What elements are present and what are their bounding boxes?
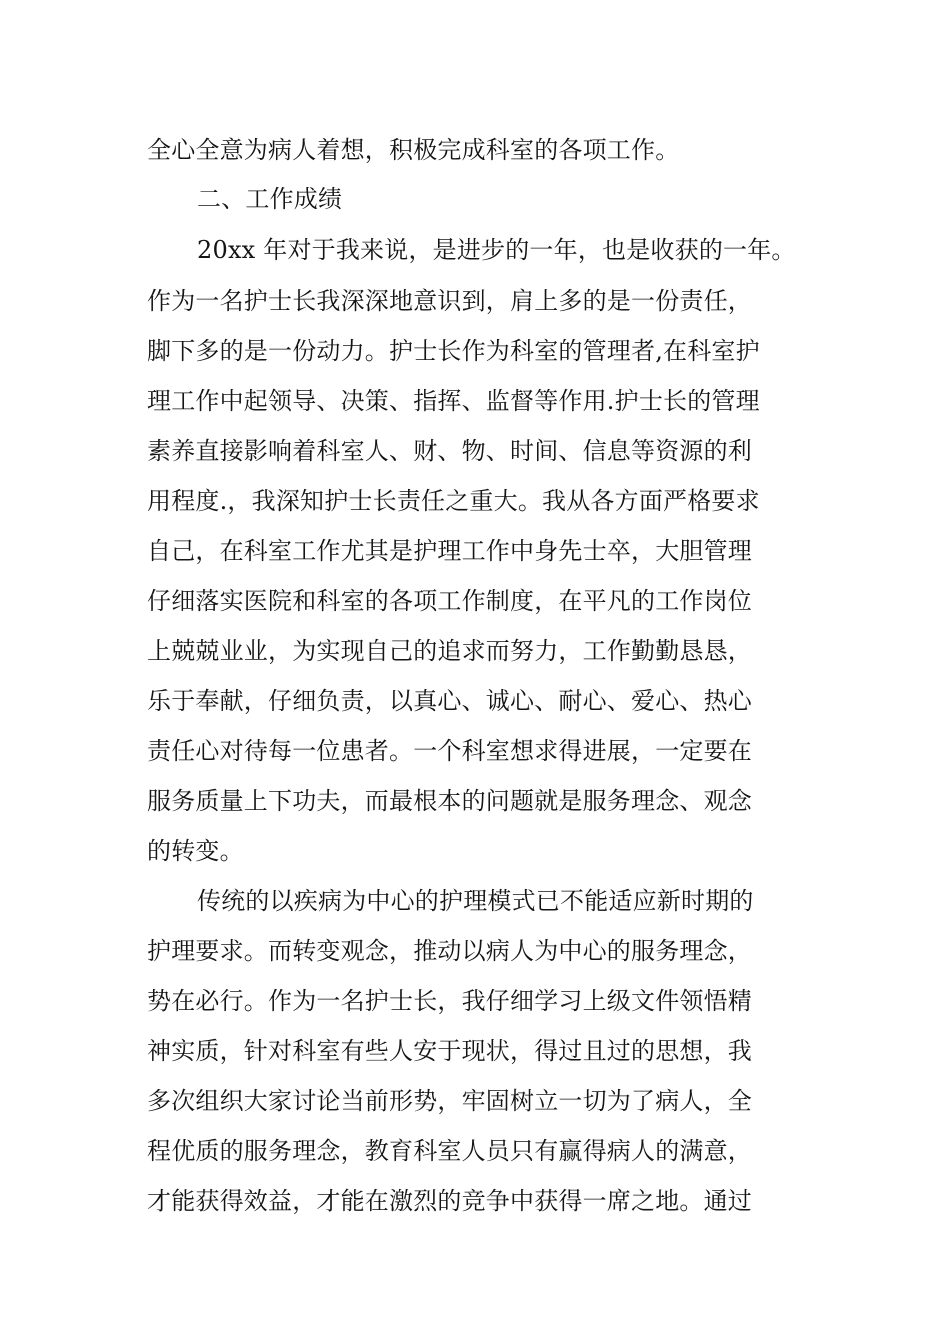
text-line-3: 20xx 年对于我来说，是进步的一年，也是收获的一年。 [197, 236, 796, 264]
text-line-16: 传统的以疾病为中心的护理模式已不能适应新时期的 [197, 887, 754, 915]
text-line-5: 脚下多的是一份动力。护士长作为科室的管理者,在科室护 [147, 337, 760, 365]
text-line-7: 素养直接影响着科室人、财、物、时间、信息等资源的利 [147, 437, 752, 465]
text-line-14: 服务质量上下功夫，而最根本的问题就是服务理念、观念 [147, 787, 752, 815]
text-line-1: 全心全意为病人着想，积极完成科室的各项工作。 [147, 136, 680, 164]
text-line-6: 理工作中起领导、决策、指挥、监督等作用.护士长的管理 [147, 387, 760, 415]
text-line-12: 乐于奉献，仔细负责，以真心、诚心、耐心、爱心、热心 [147, 687, 752, 715]
text-line-9: 自己，在科室工作尤其是护理工作中身先士卒，大胆管理 [147, 537, 752, 565]
text-line-4: 作为一名护士长我深深地意识到，肩上多的是一份责任， [147, 287, 752, 315]
text-line-20: 多次组织大家讨论当前形势，牢固树立一切为了病人，全 [147, 1087, 752, 1115]
section-heading: 二、工作成绩 [197, 185, 343, 213]
text-line-17: 护理要求。而转变观念，推动以病人为中心的服务理念， [147, 937, 752, 965]
text-line-10: 仔细落实医院和科室的各项工作制度，在平凡的工作岗位 [147, 587, 752, 615]
text-line-11: 上兢兢业业，为实现自己的追求而努力，工作勤勤恳恳， [147, 637, 752, 665]
text-line-15: 的转变。 [147, 837, 244, 865]
text-line-19: 神实质，针对科室有些人安于现状，得过且过的思想，我 [147, 1037, 752, 1065]
text-line-22: 才能获得效益，才能在激烈的竞争中获得一席之地。通过 [147, 1187, 752, 1215]
text-line-18: 势在必行。作为一名护士长，我仔细学习上级文件领悟精 [147, 987, 752, 1015]
text-line-13: 责任心对待每一位患者。一个科室想求得进展，一定要在 [147, 737, 752, 765]
text-line-21: 程优质的服务理念，教育科室人员只有赢得病人的满意， [147, 1137, 752, 1165]
text-line-8: 用程度.，我深知护士长责任之重大。我从各方面严格要求 [147, 487, 760, 515]
